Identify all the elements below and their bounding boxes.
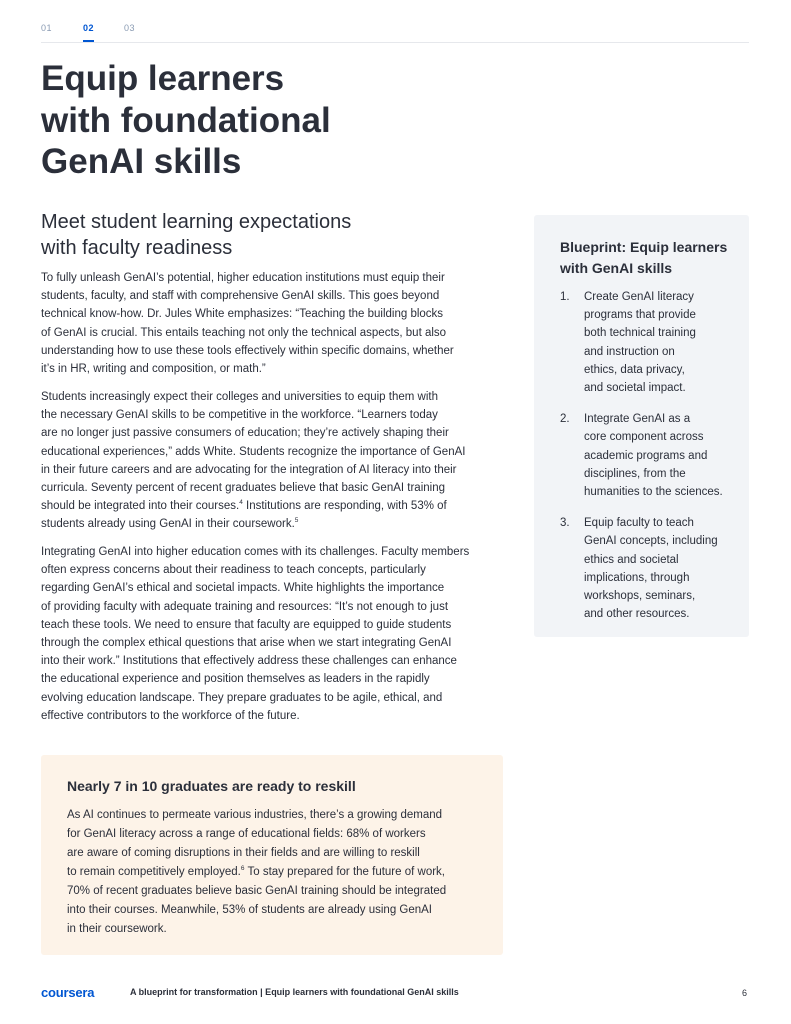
step-line: and societal impact. (584, 382, 686, 395)
text-line: teach these tools. We need to ensure that faculty are equipped to guide students (41, 618, 452, 631)
text-line: are no longer just passive consumers of education; they’re actively shaping their (41, 427, 449, 440)
page-title-line: with foundational (41, 100, 331, 140)
text-line: As AI continues to permeate various industries, there’s a growing demand (67, 809, 443, 821)
blueprint-steps (560, 288, 745, 636)
footnote-ref[interactable]: 4 (239, 499, 243, 507)
text-line: to remain competitively employed. (67, 866, 241, 878)
step-line: and other resources. (584, 608, 690, 621)
text-line: students, faculty, and staff with comprehensive GenAI skills. This goes beyond (41, 290, 440, 303)
body-paragraph-2 (41, 388, 511, 534)
step-line: humanities to the sciences. (584, 486, 723, 499)
text-line: effective contributors to the workforce of the future. (41, 709, 300, 722)
text-line: into their work.” Institutions that effectively address these challenges can enhance (41, 655, 457, 668)
step-line: core component across (584, 431, 704, 444)
subtitle-line: with faculty readiness (41, 237, 233, 259)
section-tabs (41, 22, 749, 43)
text-line: in their future careers and are advocating for the integration of AI literacy into their (41, 463, 457, 476)
tab-02[interactable]: 02 (83, 23, 95, 33)
footnote-ref[interactable]: 6 (240, 865, 245, 873)
footnote-ref[interactable]: 5 (294, 517, 299, 525)
callout-title: Nearly 7 in 10 graduates are ready to reskill (67, 778, 356, 794)
text-line: 70% of recent graduates believe basic GenAI training should be integrated (67, 885, 447, 897)
body-paragraph-1 (41, 269, 511, 378)
step-line: programs that provide (584, 309, 696, 322)
blueprint-step (560, 288, 745, 397)
text-line: students already using GenAI in their coursework. (41, 518, 295, 531)
text-line: often express concerns about their readiness to teach concepts, particularly (41, 564, 426, 577)
text-line: of providing faculty with adequate training and resources: “It’s not enough to just (41, 600, 449, 613)
coursera-logo[interactable]: coursera (41, 985, 95, 1000)
reskill-callout (41, 755, 503, 955)
text-line: educational experiences,” adds White. Students recognize the importance of GenAI (41, 445, 466, 458)
text-line: of GenAI is crucial. This entails teaching not only the technical aspects, but also (41, 326, 447, 339)
section-subtitle (41, 209, 501, 261)
text-line: the educational experience and position themselves as leaders in the rapidly (41, 673, 430, 686)
page-title-line: Equip learners (41, 59, 285, 98)
text-line: for GenAI literacy across a range of educational fields: 68% of workers (67, 828, 426, 840)
step-line: implications, through (584, 571, 690, 584)
tab-01[interactable]: 01 (41, 23, 53, 33)
sidebar-title-line: with GenAI skills (560, 260, 673, 276)
body-paragraph-3 (41, 543, 511, 725)
text-line: To stay prepared for the future of work, (244, 866, 445, 878)
sidebar-title-line: Blueprint: Equip learners (560, 239, 728, 255)
step-line: disciplines, from the (584, 467, 686, 480)
text-line: into their courses. Meanwhile, 53% of students are already using GenAI (67, 904, 433, 916)
blueprint-sidebar (534, 215, 749, 637)
page-title-line: GenAI skills (41, 142, 242, 181)
text-line: Students increasingly expect their colleges and universities to equip them with (41, 391, 438, 403)
text-line: the necessary GenAI skills to be competitive in the workforce. “Learners today (41, 409, 438, 422)
blueprint-step (560, 410, 745, 501)
callout-body (67, 806, 477, 939)
tab-03[interactable]: 03 (124, 23, 136, 33)
text-line: understanding how to use these tools effectively within specific domains, whether (41, 344, 454, 357)
step-number: 2. (560, 413, 570, 426)
text-line: Institutions are responding, with 53% of (242, 500, 447, 513)
step-line: workshops, seminars, (584, 590, 696, 603)
step-line: academic programs and (584, 449, 708, 462)
text-line: technical know-how. Dr. Jules White emphasizes: “Teaching the building blocks (41, 308, 444, 321)
text-line: Integrating GenAI into higher education comes with its challenges. Faculty members (41, 546, 470, 558)
page-title (41, 58, 561, 183)
text-line: curricula. Seventy percent of recent graduates believe that basic GenAI training (41, 482, 446, 495)
step-line: Equip faculty to teach (584, 517, 694, 530)
step-line: and instruction on (584, 345, 675, 358)
step-number: 1. (560, 291, 570, 303)
text-line: through the complex ethical questions that arise when we start integrating GenAI (41, 637, 452, 650)
footer-caption: A blueprint for transformation | Equip learners with foundational GenAI skills (130, 987, 459, 997)
step-line: Integrate GenAI as a (584, 413, 691, 426)
page-number: 6 (742, 988, 748, 998)
subtitle-line: Meet student learning expectations (41, 211, 352, 233)
text-line: should be integrated into their courses. (41, 500, 240, 513)
text-line: it’s in HR, writing and composition, or math.” (41, 363, 266, 376)
step-line: ethics and societal (584, 553, 679, 566)
step-line: ethics, data privacy, (584, 363, 685, 376)
text-line: in their coursework. (67, 923, 167, 935)
step-number: 3. (560, 517, 570, 530)
text-line: To fully unleash GenAI’s potential, higher education institutions must equip their (41, 272, 445, 284)
step-line: Create GenAI literacy (584, 291, 694, 303)
text-line: regarding GenAI’s ethical and societal impacts. White highlights the importance (41, 582, 445, 595)
text-line: are aware of coming disruptions in their fields and are willing to reskill (67, 847, 420, 859)
sidebar-title (560, 237, 740, 279)
blueprint-step (560, 514, 745, 623)
step-line: GenAI concepts, including (584, 535, 718, 548)
step-line: both technical training (584, 327, 696, 340)
text-line: evolving education landscape. They prepare graduates to be agile, ethical, and (41, 691, 443, 704)
